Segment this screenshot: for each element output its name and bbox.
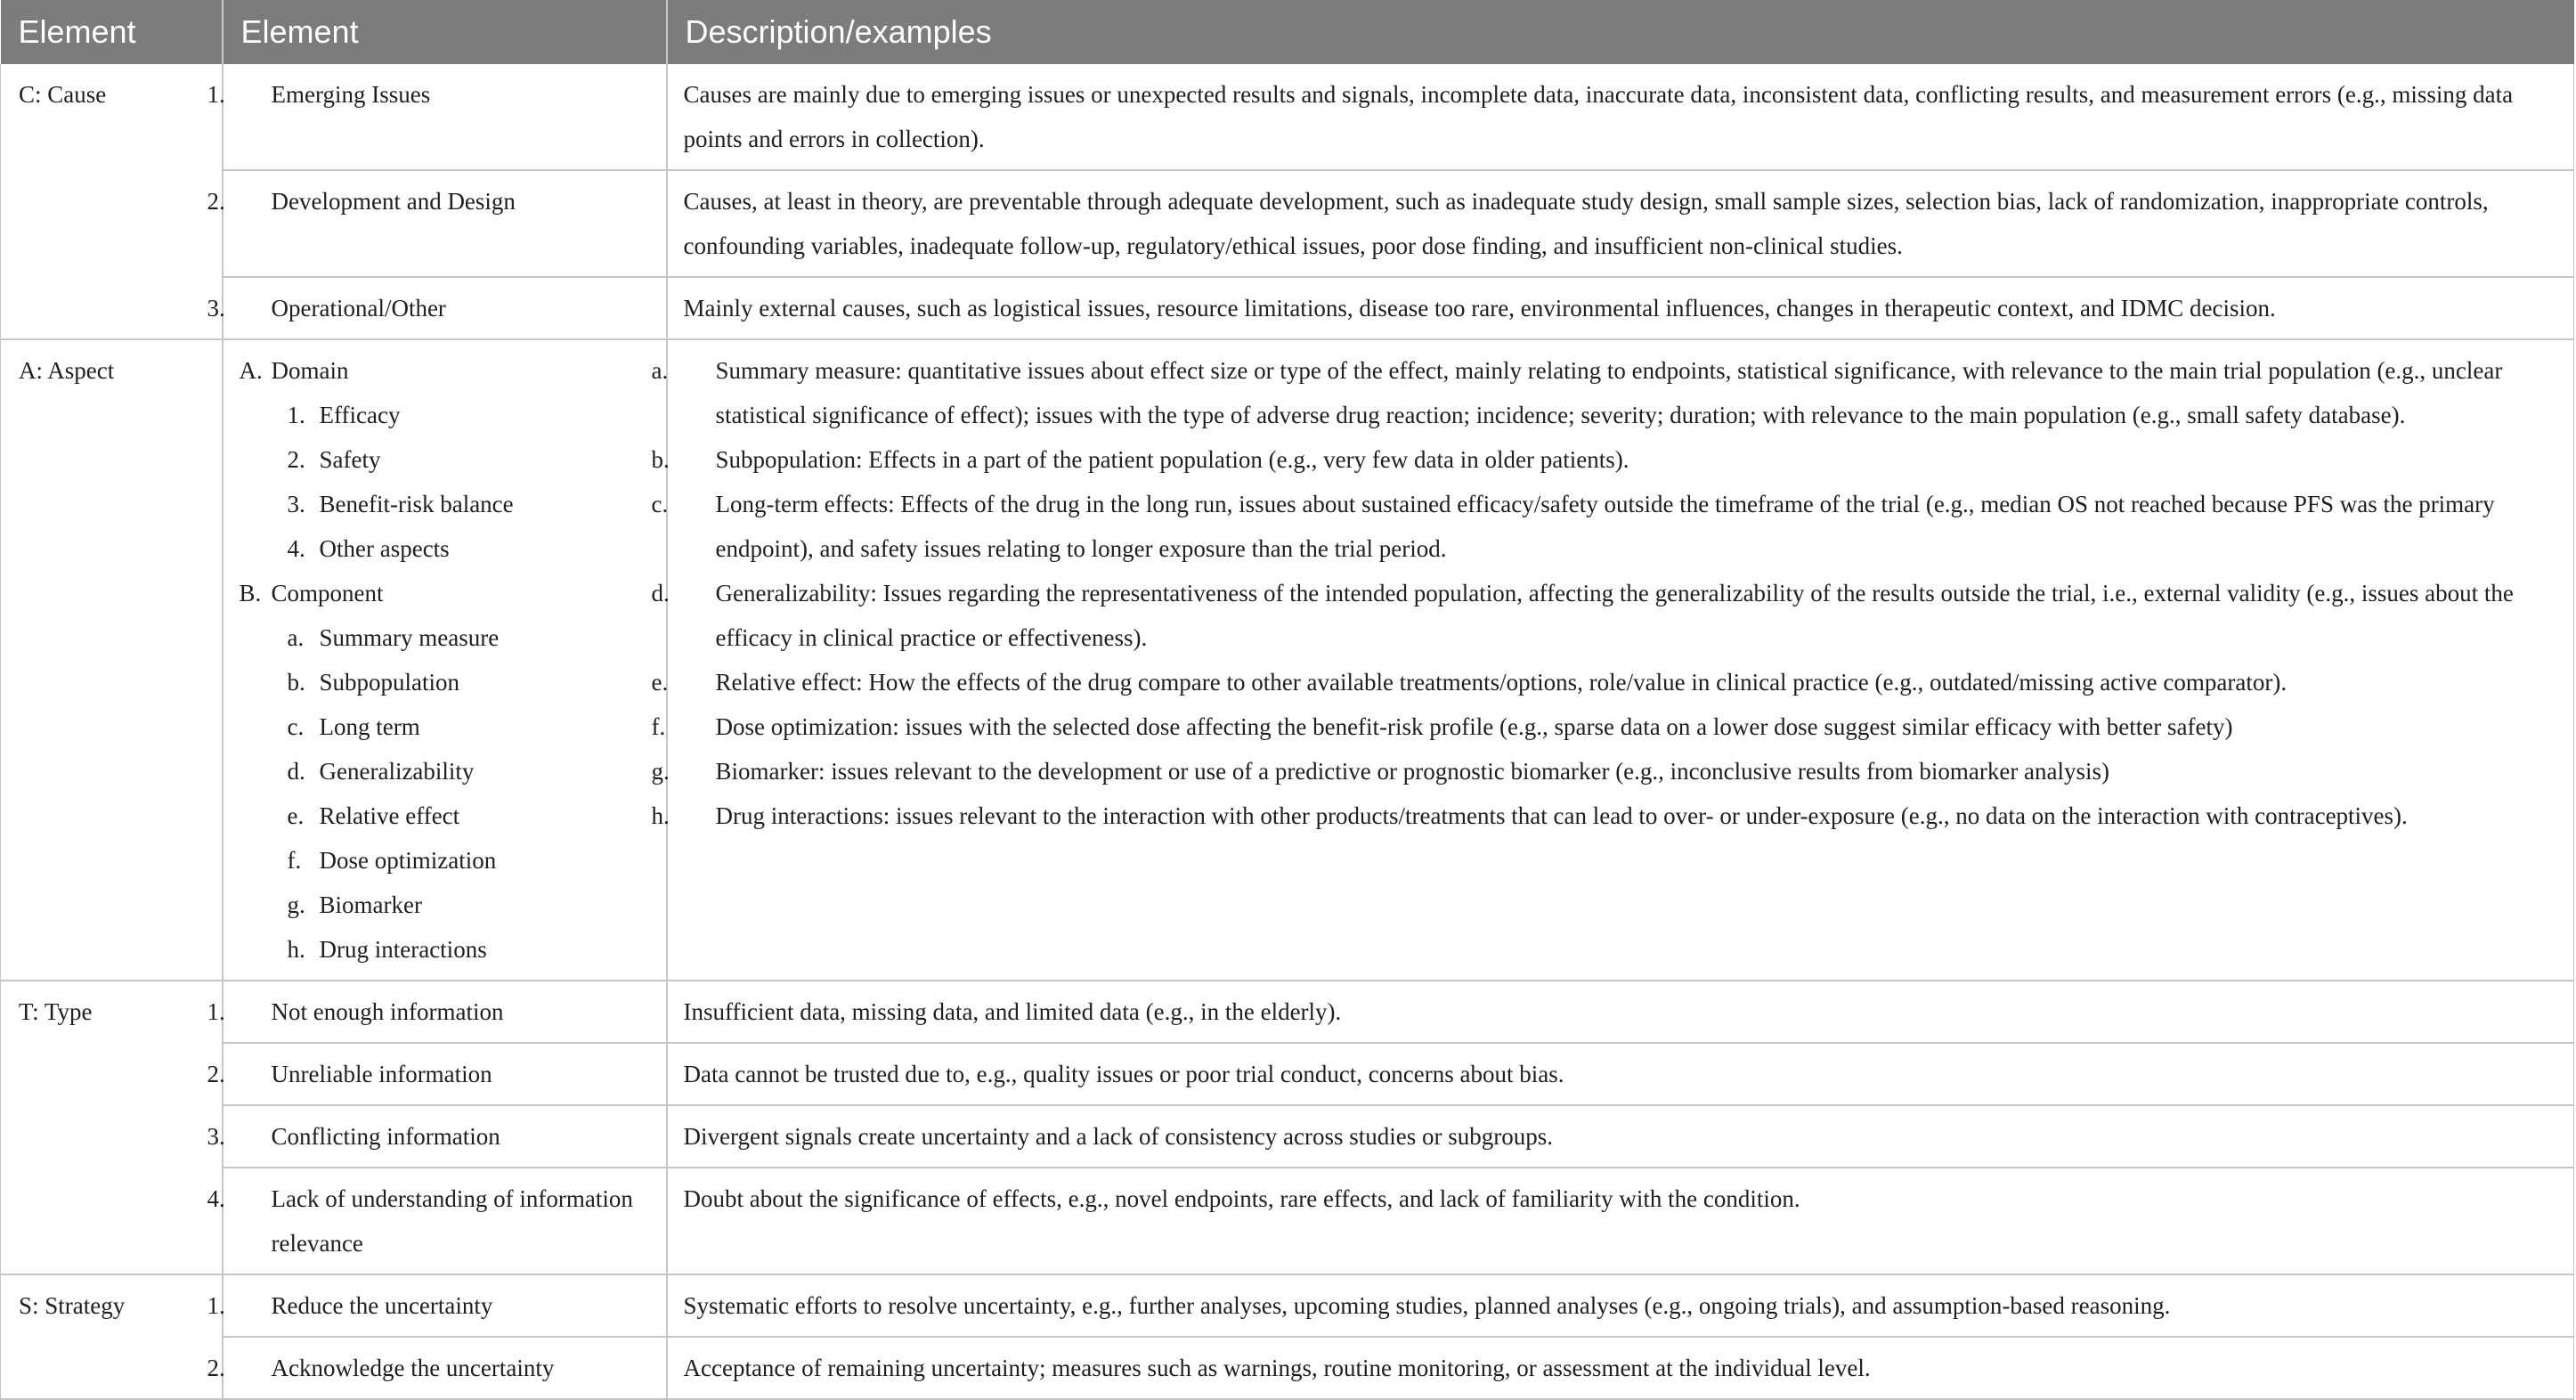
header-row [1,0,2574,64]
item-name: Emerging Issues [271,81,431,108]
item-marker: 3. [207,1123,225,1150]
description-cell: Data cannot be trusted due to, e.g., quality issues or poor trial conduct, concerns about bias. [667,1043,2574,1105]
aspect-description-e: e. Relative effect: How the effects of the drug compare to other available treatments/options, role/value in clinical practice (e.g., outdated/missing active comparator). [651,669,2288,696]
aspect-description-b: b. Subpopulation: Effects in a part of the patient population (e.g., very few data in older patients). [651,446,1629,473]
description-cell: Mainly external causes, such as logistical issues, resource limitations, disease too rare, environmental influences, changes in therapeutic context, and IDMC decision. [667,277,2574,339]
table-row-cause-3 [1,277,2574,339]
description-cell: Doubt about the significance of effects, e.g., novel endpoints, rare effects, and lack of familiarity with the condition. [667,1168,2574,1274]
table-header [1,0,2574,64]
item-marker: 2. [207,1355,225,1381]
section-label-type: T: Type [1,981,223,1274]
table-row-cause-2 [1,170,2574,277]
header-element-1: Element [1,0,223,64]
item-name: Acknowledge the uncertainty [271,1355,555,1381]
item-marker: 1. [207,81,225,108]
item-name: Lack of understanding of information relevance [271,1185,633,1257]
header-element-2: Element [223,0,667,64]
element-cell-aspect [223,339,667,981]
header-description: Description/examples [667,0,2574,64]
aspect-description-g: g. Biomarker: issues relevant to the development or use of a predictive or prognostic biomarker (e.g., inconclusive results from biomarker analysis) [651,758,2110,785]
element-cell [207,1274,667,1337]
table-row-strategy-2 [1,1337,2574,1399]
aspect-description-h: h. Drug interactions: issues relevant to the interaction with other products/treatments that can lead to over- or under-exposure (e.g., no data on the interaction with contraceptives). [651,802,2408,829]
element-cell [207,1043,667,1105]
item-name: Reduce the uncertainty [271,1292,493,1319]
element-cell [207,277,667,339]
table-row-strategy-1 [1,1274,2574,1337]
aspect-description-a: a. Summary measure: quantitative issues about effect size or type of the effect, mainly relating to endpoints, statistical significance, with relevance to the main trial population (e.g., unclear statistical significance of effect); issues with the type of adverse drug reaction; incidence; severity; duration; with relevance to the main population (e.g., small safety database). [651,357,2503,428]
domain-heading: A. Domain [239,357,349,384]
item-marker: 4. [207,1185,225,1212]
description-cell: Divergent signals create uncertainty and a lack of consistency across studies or subgroups. [667,1105,2574,1168]
component-heading: B. Component [239,580,384,606]
domain-item-benefit-risk: 3. Benefit-risk balance [287,491,514,517]
description-cell: Acceptance of remaining uncertainty; measures such as warnings, routine monitoring, or assessment at the individual level. [667,1337,2574,1399]
description-cell: Systematic efforts to resolve uncertainty, e.g., further analyses, upcoming studies, planned analyses (e.g., ongoing trials), and assumption-based reasoning. [667,1274,2574,1337]
section-label-aspect: A: Aspect [1,339,223,981]
domain-item-safety: 2. Safety [287,446,381,473]
component-item-relative-effect: e. Relative effect [287,802,460,829]
item-name: Development and Design [271,188,516,215]
item-name: Operational/Other [271,295,446,322]
table-body [1,64,2574,1399]
domain-item-efficacy: 1. Efficacy [287,402,401,428]
aspect-description-f: f. Dose optimization: issues with the selected dose affecting the benefit-risk profile (e.g., sparse data on a lower dose suggest similar efficacy with better safety) [651,713,2233,740]
description-cell: Insufficient data, missing data, and limited data (e.g., in the elderly). [667,981,2574,1043]
table-row-type-3 [1,1105,2574,1168]
table-row-aspect [1,339,2574,981]
element-cell [207,64,667,170]
component-item-biomarker: g. Biomarker [287,891,422,918]
element-cell [207,1337,667,1399]
description-cell: Causes, at least in theory, are preventable through adequate development, such as inadequate study design, small sample sizes, selection bias, lack of randomization, inappropriate controls, confounding variables, inadequate follow-up, regulatory/ethical issues, poor dose finding, and insufficient non-clinical studies. [667,170,2574,277]
item-marker: 2. [207,188,225,215]
item-name: Conflicting information [271,1123,500,1150]
section-label-strategy: S: Strategy [1,1274,223,1399]
component-item-summary-measure: a. Summary measure [287,624,500,651]
aspect-description-d: d. Generalizability: Issues regarding the representativeness of the intended population, affecting the generalizability of the results outside the trial, i.e., external validity (e.g., issues about the efficacy in clinical practice or effectiveness). [651,580,2514,651]
component-item-drug-interactions: h. Drug interactions [287,936,487,963]
item-marker: 2. [207,1061,225,1087]
section-label-cause: C: Cause [1,64,223,339]
item-marker: 1. [207,1292,225,1319]
component-item-dose-optimization: f. Dose optimization [287,847,497,874]
component-item-long-term: c. Long term [287,713,420,740]
element-cell [207,981,667,1043]
table-row-type-2 [1,1043,2574,1105]
element-cell [207,1105,667,1168]
element-cell [207,170,667,277]
domain-item-other: 4. Other aspects [287,535,450,562]
item-name: Unreliable information [271,1061,492,1087]
description-cell-aspect [651,339,2574,981]
description-cell: Causes are mainly due to emerging issues or unexpected results and signals, incomplete data, inaccurate data, inconsistent data, conflicting results, and measurement errors (e.g., missing data points and errors in collection). [667,64,2574,170]
item-marker: 3. [207,295,225,322]
aspect-description-c: c. Long-term effects: Effects of the drug in the long run, issues about sustained efficacy/safety outside the timeframe of the trial (e.g., median OS not reached because PFS was the primary endpoint), and safety issues relating to longer exposure than the trial period. [651,491,2495,562]
element-cell [207,1168,667,1274]
component-item-subpopulation: b. Subpopulation [287,669,460,696]
table-row-type-4 [1,1168,2574,1274]
item-name: Not enough information [271,998,504,1025]
table-row-type-1 [1,981,2574,1043]
table-row-cause-1 [1,64,2574,170]
component-item-generalizability: d. Generalizability [287,758,475,785]
item-marker: 1. [207,998,225,1025]
